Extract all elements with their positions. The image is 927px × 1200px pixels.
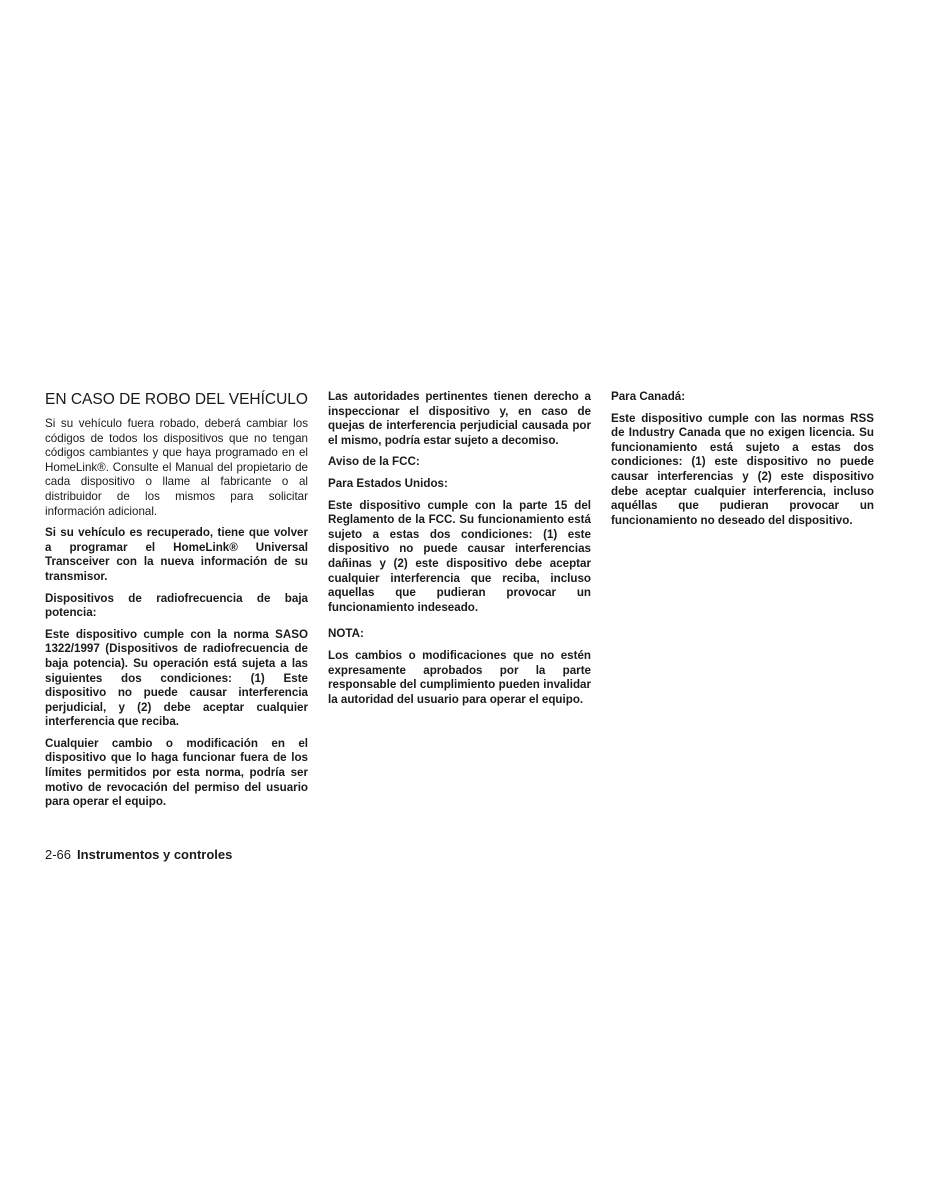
subheading-usa: Para Estados Unidos: [328,476,448,490]
paragraph-modification-warning: Cualquier cambio o modificación en el dispositivo que lo haga funcionar fuera de los límites permitidos por esta norma, podría ser motivo de revocación del permiso del usuario para operar el equipo. [45,736,308,809]
subheading-low-power-devices: Dispositivos de radiofrecuencia de baja potencia: [45,591,308,620]
paragraph-note-text: Los cambios o modificaciones que no estén expresamente aprobados por la parte responsable del cumplimiento pueden invalidar la autoridad del usuario para operar el equipo. [328,648,591,706]
page-number: 2-66 [45,847,72,862]
chapter-title: Instrumentos y controles [77,847,233,862]
column-2 [328,390,591,714]
paragraph-fcc-compliance: Este dispositivo cumple con la parte 15 del Reglamento de la FCC. Su funcionamiento está sujeto a estas dos condiciones: (1) este dispositivo no puede causar interferencias dañinas y (2) este dispositivo debe aceptar cualquier interferencia que reciba, incluso aquellas que pudieran provocar un funcionamiento indeseado. [328,498,591,614]
page-footer [45,846,232,864]
paragraph-stolen-vehicle: Si su vehículo fuera robado, deberá cambiar los códigos de todos los dispositivos que no tengan códigos cambiantes y que haya programado en el HomeLink®. Consulte el Manual del propietario de cada dispositivo o llame al fabricante o al distribuidor de los mismos para solicitar información adicional. [45,417,308,518]
paragraph-saso-compliance: Este dispositivo cumple con la norma SASO 1322/1997 (Dispositivos de radiofrecuencia de baja potencia). Su operación está sujeta a las siguientes dos condiciones: (1) Este dispositivo no puede causar interferencia perjudicial, y (2) debe aceptar cualquier interferencia que reciba. [45,627,308,729]
paragraph-recovered-vehicle: Si su vehículo es recuperado, tiene que volver a programar el HomeLink® Universal Transceiver con la nueva información de su transmisor. [45,526,308,583]
column-3 [611,390,874,535]
subheading-note: NOTA: [328,627,364,641]
subheading-fcc-notice: Aviso de la FCC: [328,455,420,469]
section-title: EN CASO DE ROBO DEL VEHÍCULO [45,391,308,408]
paragraph-canada-compliance: Este dispositivo cumple con las normas RSS de Industry Canada que no exigen licencia. Su funcionamiento está sujeto a estas dos condiciones: (1) este dispositivo no puede causar interferencias y (2) este dispositivo debe aceptar cualquier interferencia, incluso aquéllas que pudieran provocar un funcionamiento no deseado del dispositivo. [611,411,874,527]
subheading-canada: Para Canadá: [611,390,686,403]
paragraph-authorities-inspection: Las autoridades pertinentes tienen derecho a inspeccionar el dispositivo y, en caso de quejas de interferencia perjudicial causada por el mismo, podría estar sujeto a decomiso. [328,390,591,447]
column-1 [45,390,308,817]
